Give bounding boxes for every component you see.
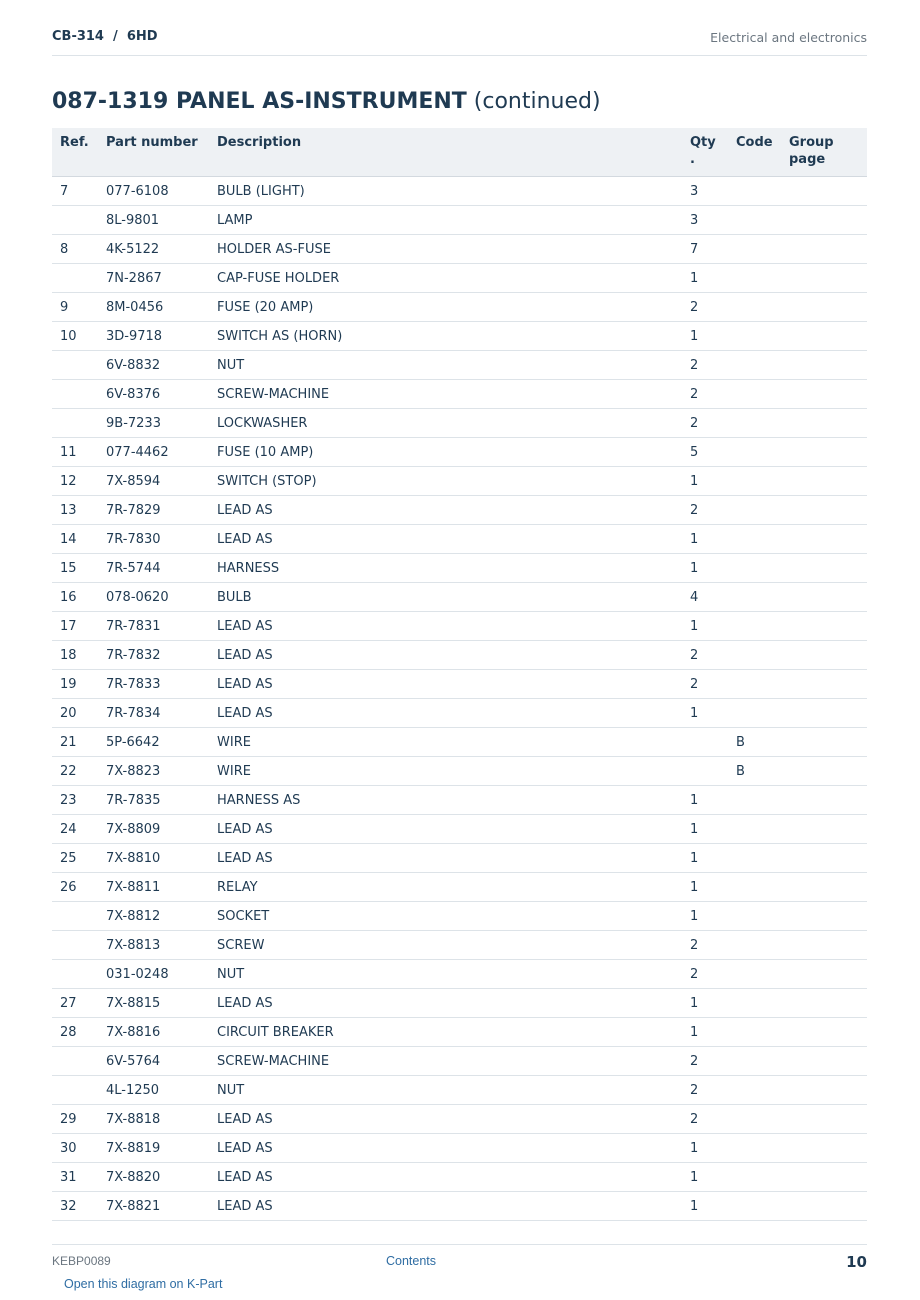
document-id: CB-314 / 6HD [52, 29, 158, 44]
cell-group-page [789, 1134, 867, 1163]
cell-part-number: 7X-8812 [106, 902, 217, 931]
cell-qty: 1 [690, 322, 736, 351]
cell-group-page [789, 641, 867, 670]
cell-group-page [789, 1076, 867, 1105]
cell-code [736, 844, 789, 873]
cell-code [736, 612, 789, 641]
table-row [52, 786, 867, 815]
cell-description: FUSE (10 AMP) [217, 438, 690, 467]
cell-part-number: 7R-5744 [106, 554, 217, 583]
cell-ref: 11 [52, 438, 106, 467]
cell-group-page [789, 1018, 867, 1047]
cell-qty: 2 [690, 293, 736, 322]
cell-ref: 32 [52, 1192, 106, 1221]
cell-qty: 5 [690, 438, 736, 467]
header-code: Code [736, 128, 789, 177]
cell-part-number: 7N-2867 [106, 264, 217, 293]
table-row [52, 1076, 867, 1105]
cell-code [736, 1192, 789, 1221]
cell-part-number: 031-0248 [106, 960, 217, 989]
parts-table-body [52, 177, 867, 1221]
cell-code [736, 902, 789, 931]
table-row [52, 728, 867, 757]
cell-code [736, 264, 789, 293]
cell-description: HOLDER AS-FUSE [217, 235, 690, 264]
cell-description: WIRE [217, 728, 690, 757]
cell-qty: 1 [690, 786, 736, 815]
cell-part-number: 077-6108 [106, 177, 217, 206]
table-row [52, 438, 867, 467]
cell-ref: 22 [52, 757, 106, 786]
page-footer [52, 1244, 867, 1291]
table-row [52, 989, 867, 1018]
cell-part-number: 7X-8816 [106, 1018, 217, 1047]
cell-ref [52, 1076, 106, 1105]
cell-ref [52, 902, 106, 931]
page-header [52, 29, 867, 56]
cell-part-number: 078-0620 [106, 583, 217, 612]
cell-qty: 3 [690, 206, 736, 235]
table-row [52, 960, 867, 989]
cell-group-page [789, 206, 867, 235]
cell-code: B [736, 728, 789, 757]
header-group-page: Group page [789, 128, 867, 177]
table-row [52, 844, 867, 873]
cell-ref [52, 931, 106, 960]
cell-code [736, 786, 789, 815]
cell-group-page [789, 496, 867, 525]
cell-description: LEAD AS [217, 989, 690, 1018]
cell-description: LEAD AS [217, 496, 690, 525]
cell-ref: 26 [52, 873, 106, 902]
cell-description: LOCKWASHER [217, 409, 690, 438]
table-row [52, 351, 867, 380]
cell-code [736, 583, 789, 612]
cell-ref [52, 351, 106, 380]
cell-group-page [789, 583, 867, 612]
cell-qty: 2 [690, 641, 736, 670]
table-row [52, 699, 867, 728]
cell-code [736, 235, 789, 264]
cell-group-page [789, 931, 867, 960]
cell-code [736, 525, 789, 554]
cell-description: CAP-FUSE HOLDER [217, 264, 690, 293]
cell-group-page [789, 1192, 867, 1221]
cell-qty: 2 [690, 670, 736, 699]
title-suffix: (continued) [473, 89, 601, 114]
cell-qty [690, 757, 736, 786]
table-row [52, 554, 867, 583]
table-row [52, 380, 867, 409]
cell-code [736, 351, 789, 380]
cell-qty: 2 [690, 1105, 736, 1134]
cell-part-number: 7X-8809 [106, 815, 217, 844]
cell-qty: 1 [690, 989, 736, 1018]
cell-ref: 13 [52, 496, 106, 525]
cell-group-page [789, 699, 867, 728]
cell-ref [52, 409, 106, 438]
cell-part-number: 7R-7832 [106, 641, 217, 670]
cell-part-number: 7X-8594 [106, 467, 217, 496]
cell-ref: 16 [52, 583, 106, 612]
cell-qty: 2 [690, 1047, 736, 1076]
cell-ref: 24 [52, 815, 106, 844]
footer-document-code: KEBP0089 [52, 1254, 111, 1268]
cell-code [736, 293, 789, 322]
cell-description: FUSE (20 AMP) [217, 293, 690, 322]
table-row [52, 496, 867, 525]
cell-description: LEAD AS [217, 1192, 690, 1221]
cell-qty: 1 [690, 1134, 736, 1163]
cell-qty: 1 [690, 873, 736, 902]
open-diagram-link[interactable]: Open this diagram on K-Part [64, 1277, 223, 1291]
cell-group-page [789, 873, 867, 902]
cell-ref: 21 [52, 728, 106, 757]
header-description: Description [217, 128, 690, 177]
cell-code [736, 815, 789, 844]
cell-ref: 19 [52, 670, 106, 699]
cell-code [736, 1076, 789, 1105]
cell-group-page [789, 844, 867, 873]
cell-group-page [789, 264, 867, 293]
cell-code [736, 873, 789, 902]
table-row [52, 815, 867, 844]
cell-description: BULB [217, 583, 690, 612]
cell-part-number: 9B-7233 [106, 409, 217, 438]
cell-qty: 1 [690, 467, 736, 496]
cell-description: LEAD AS [217, 1134, 690, 1163]
cell-code [736, 989, 789, 1018]
cell-qty: 1 [690, 815, 736, 844]
page-title [52, 89, 601, 114]
cell-description: LEAD AS [217, 525, 690, 554]
cell-qty: 1 [690, 1192, 736, 1221]
table-row [52, 931, 867, 960]
cell-qty: 2 [690, 351, 736, 380]
table-row [52, 641, 867, 670]
cell-ref: 10 [52, 322, 106, 351]
cell-part-number: 7R-7834 [106, 699, 217, 728]
table-row [52, 1134, 867, 1163]
cell-qty: 1 [690, 525, 736, 554]
cell-description: HARNESS AS [217, 786, 690, 815]
cell-description: CIRCUIT BREAKER [217, 1018, 690, 1047]
cell-group-page [789, 1163, 867, 1192]
table-row [52, 206, 867, 235]
cell-code [736, 206, 789, 235]
cell-group-page [789, 815, 867, 844]
cell-code [736, 554, 789, 583]
cell-ref: 29 [52, 1105, 106, 1134]
cell-ref: 20 [52, 699, 106, 728]
cell-ref: 30 [52, 1134, 106, 1163]
cell-code [736, 177, 789, 206]
cell-description: SWITCH (STOP) [217, 467, 690, 496]
cell-code [736, 699, 789, 728]
cell-qty: 1 [690, 1163, 736, 1192]
cell-ref [52, 206, 106, 235]
cell-group-page [789, 351, 867, 380]
cell-group-page [789, 989, 867, 1018]
cell-group-page [789, 467, 867, 496]
cell-qty: 2 [690, 960, 736, 989]
cell-group-page [789, 757, 867, 786]
cell-part-number: 7X-8823 [106, 757, 217, 786]
cell-code [736, 1134, 789, 1163]
cell-group-page [789, 322, 867, 351]
cell-code [736, 1163, 789, 1192]
cell-ref: 28 [52, 1018, 106, 1047]
cell-qty: 2 [690, 931, 736, 960]
table-row [52, 583, 867, 612]
cell-description: LEAD AS [217, 815, 690, 844]
cell-part-number: 3D-9718 [106, 322, 217, 351]
cell-qty: 7 [690, 235, 736, 264]
table-row [52, 525, 867, 554]
cell-qty: 1 [690, 554, 736, 583]
cell-qty: 1 [690, 699, 736, 728]
cell-part-number: 7X-8819 [106, 1134, 217, 1163]
cell-group-page [789, 960, 867, 989]
cell-description: NUT [217, 960, 690, 989]
cell-part-number: 7X-8821 [106, 1192, 217, 1221]
cell-description: HARNESS [217, 554, 690, 583]
cell-part-number: 7R-7835 [106, 786, 217, 815]
cell-group-page [789, 409, 867, 438]
cell-ref [52, 264, 106, 293]
cell-description: SCREW [217, 931, 690, 960]
cell-ref: 8 [52, 235, 106, 264]
cell-part-number: 6V-8832 [106, 351, 217, 380]
cell-ref: 27 [52, 989, 106, 1018]
header-part-number: Part number [106, 128, 217, 177]
cell-code [736, 931, 789, 960]
table-row [52, 177, 867, 206]
cell-part-number: 4L-1250 [106, 1076, 217, 1105]
cell-part-number: 6V-8376 [106, 380, 217, 409]
cell-description: LEAD AS [217, 1163, 690, 1192]
cell-ref: 25 [52, 844, 106, 873]
cell-part-number: 7X-8820 [106, 1163, 217, 1192]
cell-code [736, 641, 789, 670]
cell-ref: 17 [52, 612, 106, 641]
cell-ref [52, 380, 106, 409]
cell-group-page [789, 786, 867, 815]
cell-part-number: 7R-7829 [106, 496, 217, 525]
cell-description: LEAD AS [217, 844, 690, 873]
cell-group-page [789, 177, 867, 206]
cell-part-number: 7R-7831 [106, 612, 217, 641]
cell-ref: 15 [52, 554, 106, 583]
cell-qty: 4 [690, 583, 736, 612]
cell-code [736, 467, 789, 496]
cell-description: BULB (LIGHT) [217, 177, 690, 206]
header-qty: Qty . [690, 128, 736, 177]
contents-link[interactable]: Contents [386, 1254, 437, 1268]
cell-qty: 2 [690, 380, 736, 409]
cell-ref: 12 [52, 467, 106, 496]
table-row [52, 612, 867, 641]
table-row [52, 1047, 867, 1076]
cell-code: B [736, 757, 789, 786]
cell-group-page [789, 380, 867, 409]
cell-code [736, 670, 789, 699]
table-row [52, 409, 867, 438]
cell-group-page [789, 525, 867, 554]
cell-group-page [789, 293, 867, 322]
cell-code [736, 409, 789, 438]
cell-group-page [789, 902, 867, 931]
cell-ref: 18 [52, 641, 106, 670]
page-number: 10 [846, 1253, 867, 1271]
cell-code [736, 438, 789, 467]
cell-part-number: 5P-6642 [106, 728, 217, 757]
cell-description: RELAY [217, 873, 690, 902]
cell-description: WIRE [217, 757, 690, 786]
table-row [52, 1163, 867, 1192]
table-row [52, 1105, 867, 1134]
cell-qty: 1 [690, 264, 736, 293]
cell-code [736, 380, 789, 409]
cell-ref [52, 960, 106, 989]
table-row [52, 1192, 867, 1221]
cell-qty: 1 [690, 844, 736, 873]
cell-ref: 31 [52, 1163, 106, 1192]
cell-part-number: 6V-5764 [106, 1047, 217, 1076]
cell-part-number: 7X-8811 [106, 873, 217, 902]
cell-description: NUT [217, 1076, 690, 1105]
table-header-row [52, 128, 867, 177]
cell-code [736, 1105, 789, 1134]
cell-group-page [789, 728, 867, 757]
table-row [52, 293, 867, 322]
cell-description: SOCKET [217, 902, 690, 931]
cell-qty: 2 [690, 496, 736, 525]
cell-ref: 23 [52, 786, 106, 815]
cell-qty: 1 [690, 1018, 736, 1047]
cell-ref: 9 [52, 293, 106, 322]
cell-part-number: 8M-0456 [106, 293, 217, 322]
cell-part-number: 7X-8810 [106, 844, 217, 873]
cell-part-number: 7X-8815 [106, 989, 217, 1018]
table-row [52, 264, 867, 293]
cell-qty: 1 [690, 612, 736, 641]
cell-part-number: 077-4462 [106, 438, 217, 467]
cell-part-number: 7X-8813 [106, 931, 217, 960]
cell-code [736, 960, 789, 989]
table-row [52, 322, 867, 351]
cell-code [736, 322, 789, 351]
cell-group-page [789, 235, 867, 264]
parts-table [52, 128, 867, 1221]
cell-description: SWITCH AS (HORN) [217, 322, 690, 351]
cell-ref [52, 1047, 106, 1076]
cell-description: LEAD AS [217, 1105, 690, 1134]
cell-group-page [789, 612, 867, 641]
cell-part-number: 7R-7833 [106, 670, 217, 699]
cell-part-number: 7X-8818 [106, 1105, 217, 1134]
cell-code [736, 1047, 789, 1076]
cell-group-page [789, 1105, 867, 1134]
cell-code [736, 496, 789, 525]
cell-group-page [789, 1047, 867, 1076]
cell-qty: 2 [690, 409, 736, 438]
cell-group-page [789, 670, 867, 699]
table-row [52, 1018, 867, 1047]
cell-qty: 3 [690, 177, 736, 206]
cell-description: LEAD AS [217, 612, 690, 641]
table-row [52, 873, 867, 902]
cell-part-number: 8L-9801 [106, 206, 217, 235]
table-row [52, 467, 867, 496]
cell-description: LAMP [217, 206, 690, 235]
cell-qty: 2 [690, 1076, 736, 1105]
cell-part-number: 4K-5122 [106, 235, 217, 264]
cell-qty: 1 [690, 902, 736, 931]
cell-description: LEAD AS [217, 641, 690, 670]
cell-group-page [789, 554, 867, 583]
cell-description: LEAD AS [217, 699, 690, 728]
cell-description: LEAD AS [217, 670, 690, 699]
table-row [52, 757, 867, 786]
cell-description: SCREW-MACHINE [217, 380, 690, 409]
title-main: 087-1319 PANEL AS-INSTRUMENT [52, 89, 467, 114]
table-row [52, 235, 867, 264]
cell-ref: 7 [52, 177, 106, 206]
cell-description: NUT [217, 351, 690, 380]
cell-description: SCREW-MACHINE [217, 1047, 690, 1076]
cell-code [736, 1018, 789, 1047]
header-ref: Ref. [52, 128, 106, 177]
table-row [52, 670, 867, 699]
section-name: Electrical and electronics [710, 30, 867, 45]
table-row [52, 902, 867, 931]
cell-part-number: 7R-7830 [106, 525, 217, 554]
cell-qty [690, 728, 736, 757]
cell-ref: 14 [52, 525, 106, 554]
cell-group-page [789, 438, 867, 467]
